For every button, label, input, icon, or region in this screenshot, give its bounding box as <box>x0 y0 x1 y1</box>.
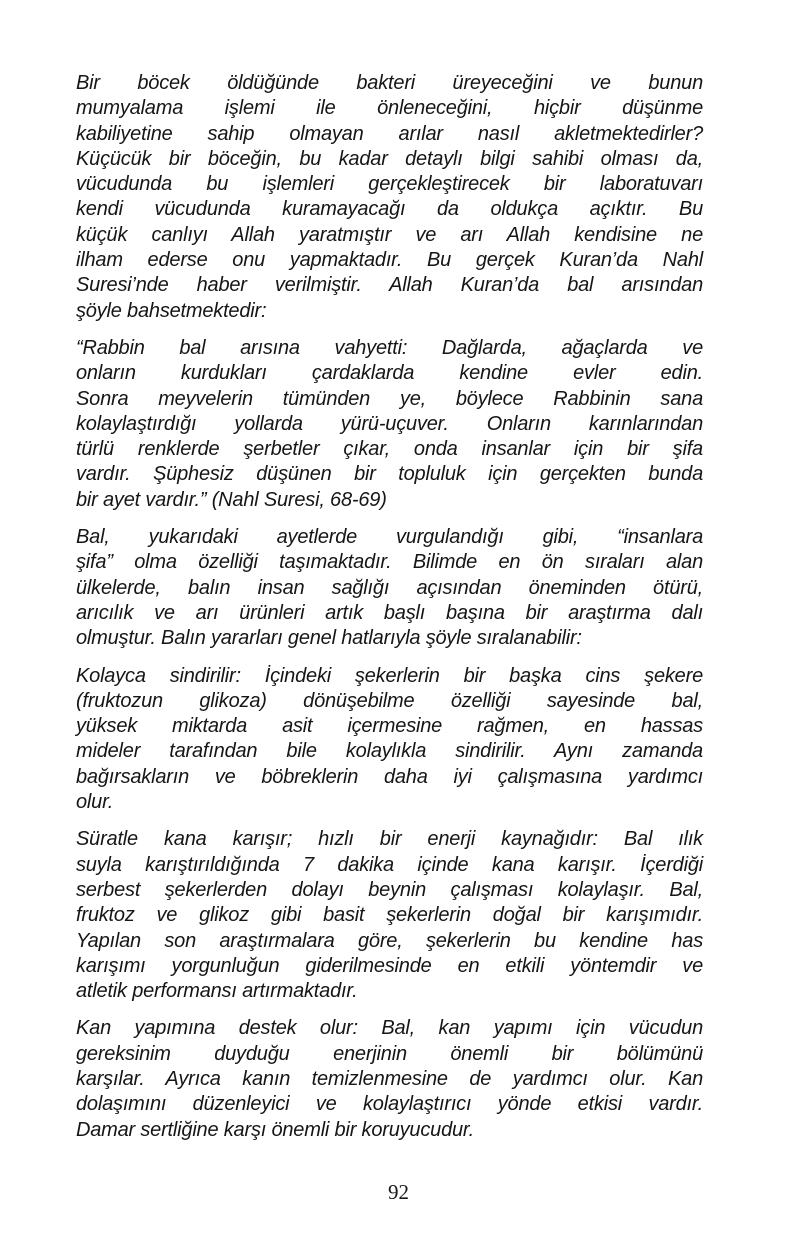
page-text-block <box>76 71 703 1155</box>
text-line: küçük canlıyı Allah yaratmıştır ve arı Allah kendisine ne <box>76 223 703 246</box>
text-line: dolaşımını düzenleyici ve kolaylaştırıcı yönde etkisi vardır. <box>76 1093 703 1116</box>
text-line: Bir böcek öldüğünde bakteri üreyeceğini ve bunun <box>76 72 703 94</box>
text-line: mumyalama işlemi ile önleneceğini, hiçbir düşünme <box>76 97 703 120</box>
text-line: ülkelerde, balın insan sağlığı açısından öneminden ötürü, <box>76 576 703 599</box>
text-line: şöyle bahsetmektedir: <box>76 299 267 322</box>
paragraph <box>76 1016 703 1142</box>
text-line: Yapılan son araştırmalara göre, şekerlerin bu kendine has <box>76 929 703 952</box>
text-line: Kan yapımına destek olur: Bal, kan yapımı için vücudun <box>76 1017 703 1040</box>
text-line: onların kurdukları çardaklarda kendine evler edin. <box>76 362 703 385</box>
text-line: yüksek miktarda asit içermesine rağmen, en hassas <box>76 715 703 738</box>
text-line: arıcılık ve arı ürünleri artık başlı başına bir araştırma dalı <box>76 601 703 624</box>
text-line: mideler tarafından bile kolaylıkla sindirilir. Aynı zamanda <box>76 740 703 763</box>
paragraph <box>76 336 703 513</box>
text-line: karışımı yorgunluğun giderilmesinde en etkili yöntemdir ve <box>76 954 703 977</box>
text-line: Sonra meyvelerin tümünden ye, böylece Rabbinin sana <box>76 387 703 410</box>
paragraph <box>76 525 703 651</box>
text-line: Suresi’nde haber verilmiştir. Allah Kuran’da bal arısından <box>76 274 703 297</box>
text-line: vücudunda bu işlemleri gerçekleştirecek bir laboratuvarı <box>76 173 703 196</box>
text-line: (fruktozun glikoza) dönüşebilme özelliği sayesinde bal, <box>76 689 703 712</box>
text-line: atletik performansı artırmaktadır. <box>76 980 358 1003</box>
text-line: kendi vücudunda kuramayacağı da oldukça açıktır. Bu <box>76 198 703 221</box>
text-line: Damar sertliğine karşı önemli bir koruyucudur. <box>76 1118 474 1141</box>
text-line: ilham ederse onu yapmaktadır. Bu gerçek Kuran’da Nahl <box>76 249 703 272</box>
text-line: Bal, yukarıdaki ayetlerde vurgulandığı gibi, “insanlara <box>76 526 703 549</box>
text-line: fruktoz ve glikoz gibi basit şekerlerin doğal bir karışımıdır. <box>76 904 703 927</box>
text-line: karşılar. Ayrıca kanın temizlenmesine de yardımcı olur. Kan <box>76 1067 703 1090</box>
paragraph <box>76 827 703 1004</box>
text-line: bir ayet vardır.” (Nahl Suresi, 68-69) <box>76 488 387 511</box>
text-line: suyla karıştırıldığında 7 dakika içinde kana karışır. İçerdiği <box>76 853 703 876</box>
text-line: Süratle kana karışır; hızlı bir enerji kaynağıdır: Bal ılık <box>76 828 703 851</box>
text-line: gereksinim duyduğu enerjinin önemli bir bölümünü <box>76 1042 703 1065</box>
text-line: “Rabbin bal arısına vahyetti: Dağlarda, ağaçlarda ve <box>76 336 703 359</box>
text-line: kolaylaştırdığı yollarda yürü-uçuver. Onların karınlarından <box>76 412 703 435</box>
page-number: 92 <box>388 1180 409 1204</box>
text-line: Küçücük bir böceğin, bu kadar detaylı bilgi sahibi olması da, <box>76 147 703 170</box>
text-line: olmuştur. Balın yararları genel hatlarıyla şöyle sıralanabilir: <box>76 627 582 650</box>
text-line: bağırsakların ve böbreklerin daha iyi çalışmasına yardımcı <box>76 765 703 788</box>
text-line: Kolayca sindirilir: İçindeki şekerlerin bir başka cins şekere <box>76 664 703 687</box>
paragraph <box>76 71 703 324</box>
text-line: vardır. Şüphesiz düşünen bir topluluk için gerçekten bunda <box>76 463 703 486</box>
text-line: türlü renklerde şerbetler çıkar, onda insanlar için bir şifa <box>76 438 703 461</box>
text-line: kabiliyetine sahip olmayan arılar nasıl akletmektedirler? <box>76 122 703 145</box>
text-line: serbest şekerlerden dolayı beynin çalışması kolaylaşır. Bal, <box>76 878 703 901</box>
paragraph <box>76 664 703 816</box>
text-line: şifa” olma özelliği taşımaktadır. Bilimde en ön sıraları alan <box>76 551 703 574</box>
text-line: olur. <box>76 791 114 814</box>
